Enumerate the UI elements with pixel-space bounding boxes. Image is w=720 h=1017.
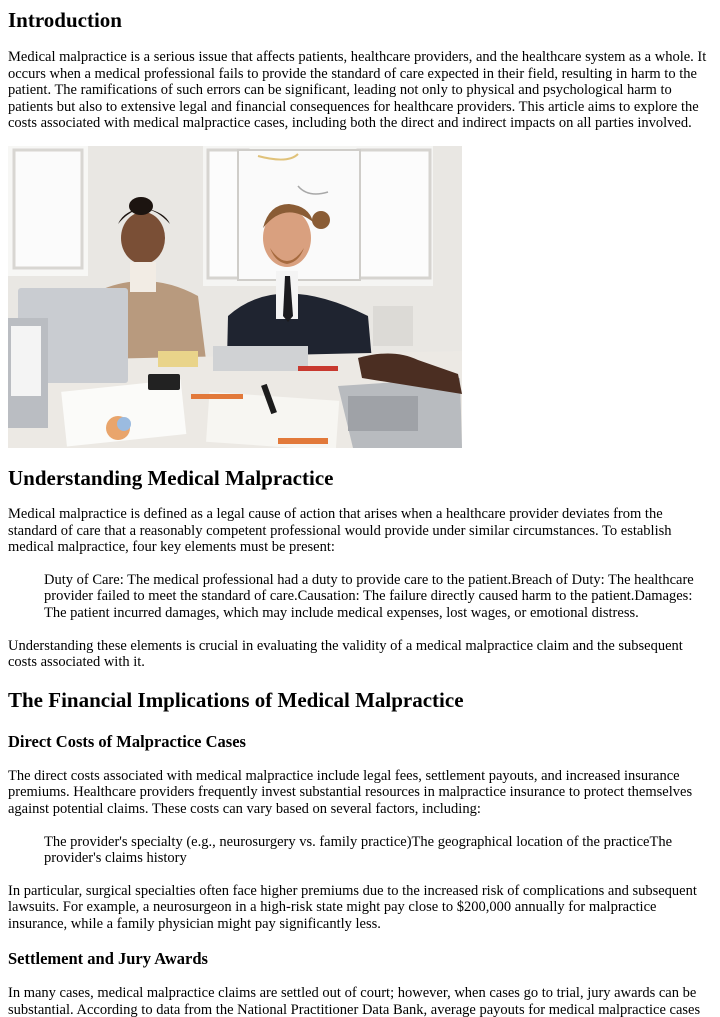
office-meeting-photo <box>8 146 462 448</box>
factors-blockquote: The provider's specialty (e.g., neurosurgery vs. family practice)The geographical location of the practiceThe provider's claims history <box>44 833 673 867</box>
financial-heading: The Financial Implications of Medical Malpractice <box>8 687 464 712</box>
elements-blockquote: Duty of Care: The medical professional had a duty to provide care to the patient.Breach of Duty: The healthcare provider failed to meet the standard of care.Causation: The failure directly caused harm to the patient.Damages: The patient incurred damages, which may include medical expenses, lost wages, or emotional distress. <box>44 571 694 621</box>
understanding-heading: Understanding Medical Malpractice <box>8 465 334 490</box>
intro-paragraph: Medical malpractice is a serious issue that affects patients, healthcare providers, and the healthcare system as a whole. It occurs when a medical professional fails to provide the standard of care expected in their field, resulting in harm to the patient. The ramifications of such errors can be significant, leading not only to physical and psychological harm to patients but also to extensive legal and financial consequences for healthcare providers. This article aims to explore the costs associated with medical malpractice cases, including both the direct and indirect impacts on all parties involved. <box>8 49 707 132</box>
factors-after-paragraph: In particular, surgical specialties often face higher premiums due to the increased risk of complications and subsequent lawsuits. For example, a neurosurgeon in a high-risk state might pay close to $200,000 annually for malpractice insurance, while a family physician might pay significantly less. <box>8 882 697 932</box>
settlement-heading: Settlement and Jury Awards <box>8 949 208 969</box>
understanding-paragraph: Medical malpractice is defined as a legal cause of action that arises when a healthcare provider deviates from the standard of care that a reasonably competent professional would provide under similar circumstances. To establish medical malpractice, four key elements must be present: <box>8 505 672 556</box>
direct-costs-heading: Direct Costs of Malpractice Cases <box>8 731 246 751</box>
elements-after-paragraph: Understanding these elements is crucial in evaluating the validity of a medical malpractice claim and the subsequent costs associated with it. <box>8 637 683 671</box>
settlement-paragraph: In many cases, medical malpractice claims are settled out of court; however, when cases go to trial, jury awards can be substantial. According to data from the National Practitioner Data Bank, average payouts for medical malpractice cases <box>8 985 701 1017</box>
direct-costs-paragraph: The direct costs associated with medical malpractice include legal fees, settlement payouts, and increased insurance premiums. Healthcare providers frequently invest substantial resources in malpractice insurance to protect themselves against potential claims. These costs can vary based on several factors, including: <box>8 767 693 817</box>
intro-heading: Introduction <box>8 8 122 32</box>
